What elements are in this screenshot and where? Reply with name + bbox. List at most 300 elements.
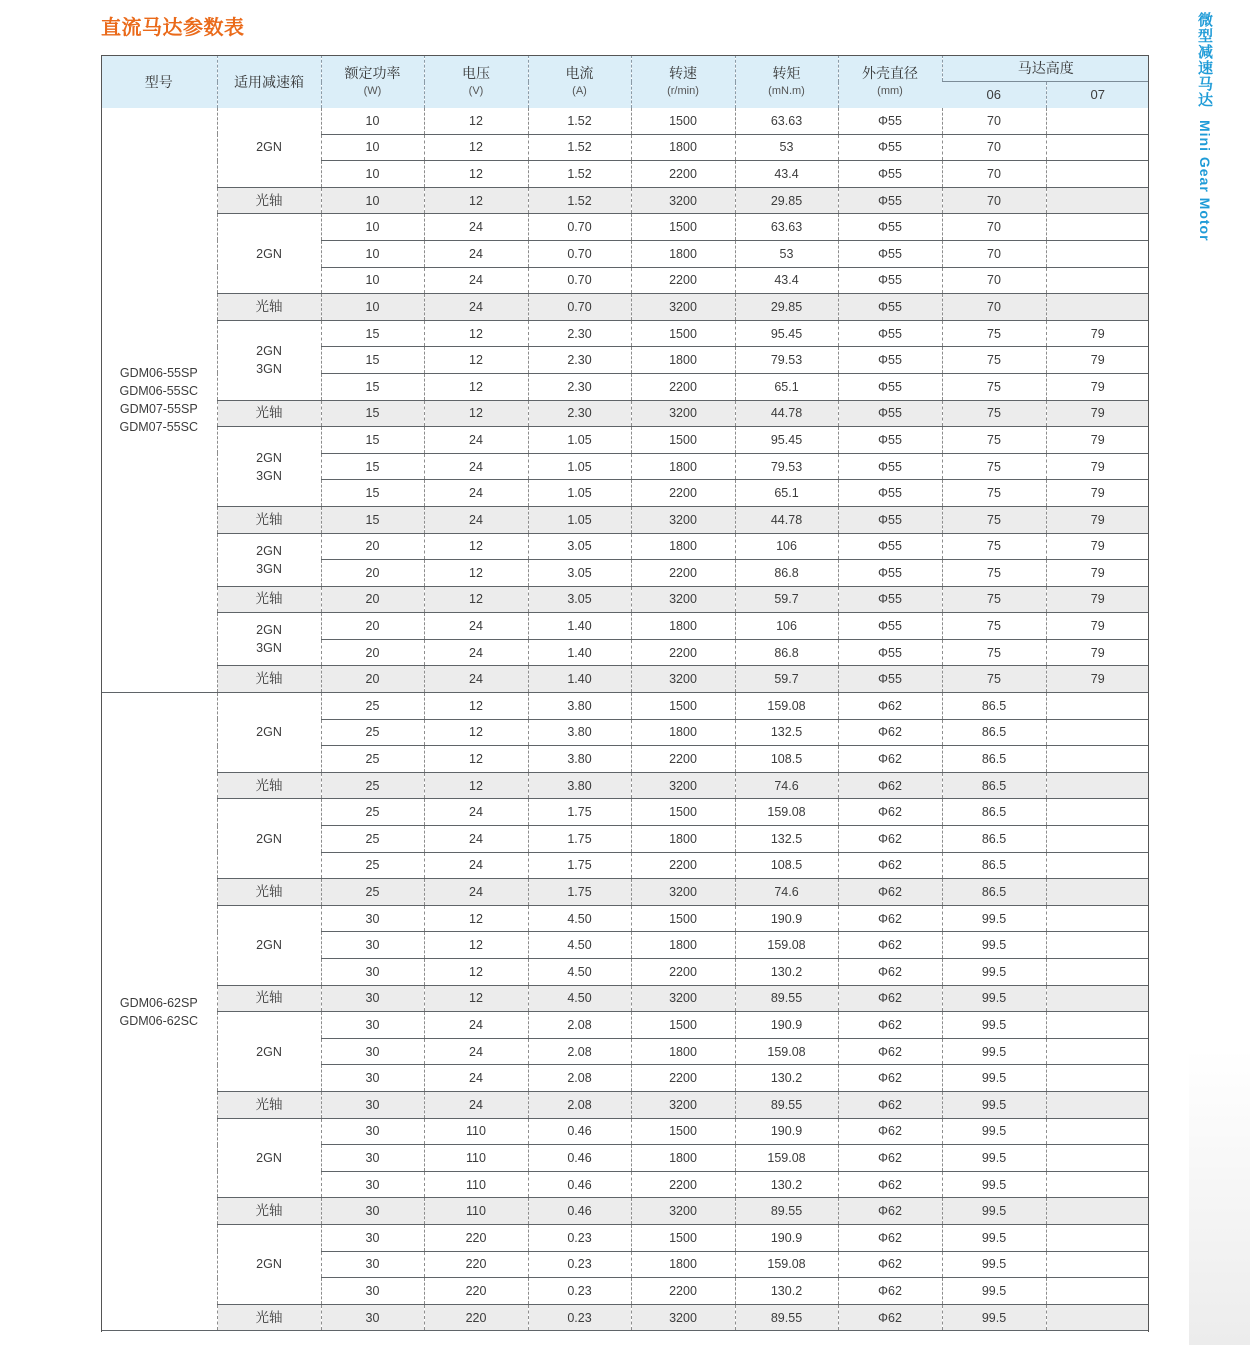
cell-height-07: 79 (1046, 560, 1149, 587)
cell-torque: 159.08 (735, 1251, 838, 1278)
cell-height-07 (1046, 1012, 1149, 1039)
table-row (101, 772, 1149, 799)
cell-current: 2.08 (528, 1012, 631, 1039)
table-body (101, 108, 1149, 1331)
table-row (101, 693, 1149, 720)
cell-torque: 190.9 (735, 1224, 838, 1251)
cell-height-06: 75 (942, 639, 1046, 666)
cell-current: 3.80 (528, 772, 631, 799)
cell-current: 1.52 (528, 187, 631, 214)
cell-voltage: 24 (424, 480, 528, 507)
cell-speed: 1500 (631, 427, 735, 454)
table-row (101, 879, 1149, 906)
cell-speed: 3200 (631, 400, 735, 427)
cell-height-07 (1046, 1171, 1149, 1198)
cell-height-06: 75 (942, 427, 1046, 454)
cell-height-06: 70 (942, 187, 1046, 214)
cell-diameter: Φ62 (838, 852, 942, 879)
cell-diameter: Φ55 (838, 320, 942, 347)
cell-voltage: 24 (424, 1065, 528, 1092)
cell-height-06: 75 (942, 373, 1046, 400)
cell-height-07: 79 (1046, 586, 1149, 613)
cell-power: 30 (321, 1251, 424, 1278)
cell-speed: 3200 (631, 772, 735, 799)
cell-diameter: Φ55 (838, 161, 942, 188)
cell-voltage: 12 (424, 560, 528, 587)
cell-voltage: 12 (424, 932, 528, 959)
cell-diameter: Φ62 (838, 1224, 942, 1251)
cell-torque: 130.2 (735, 959, 838, 986)
gearbox-cell: 2GN (217, 799, 321, 879)
table-row (101, 905, 1149, 932)
cell-current: 1.40 (528, 639, 631, 666)
cell-torque: 159.08 (735, 693, 838, 720)
cell-height-07: 79 (1046, 427, 1149, 454)
cell-torque: 53 (735, 240, 838, 267)
cell-height-06: 75 (942, 586, 1046, 613)
cell-speed: 2200 (631, 161, 735, 188)
cell-height-06: 75 (942, 453, 1046, 480)
cell-diameter: Φ55 (838, 134, 942, 161)
cell-speed: 1500 (631, 905, 735, 932)
cell-diameter: Φ55 (838, 506, 942, 533)
table-row (101, 1091, 1149, 1118)
cell-diameter: Φ62 (838, 959, 942, 986)
cell-current: 3.80 (528, 693, 631, 720)
cell-speed: 3200 (631, 879, 735, 906)
cell-height-07 (1046, 879, 1149, 906)
cell-speed: 2200 (631, 373, 735, 400)
cell-power: 20 (321, 586, 424, 613)
cell-diameter: Φ55 (838, 560, 942, 587)
cell-speed: 3200 (631, 187, 735, 214)
cell-height-07 (1046, 959, 1149, 986)
cell-height-06: 75 (942, 506, 1046, 533)
cell-power: 15 (321, 480, 424, 507)
cell-torque: 86.8 (735, 639, 838, 666)
cell-power: 10 (321, 214, 424, 241)
cell-speed: 1800 (631, 932, 735, 959)
cell-diameter: Φ55 (838, 480, 942, 507)
cell-torque: 44.78 (735, 400, 838, 427)
cell-height-06: 99.5 (942, 1278, 1046, 1305)
gearbox-cell: 2GN 3GN (217, 320, 321, 400)
cell-torque: 79.53 (735, 347, 838, 374)
side-label-en: Mini Gear Motor (1197, 119, 1213, 242)
cell-voltage: 12 (424, 533, 528, 560)
gearbox-cell: 2GN 3GN (217, 533, 321, 586)
cell-diameter: Φ62 (838, 1065, 942, 1092)
cell-current: 1.05 (528, 480, 631, 507)
cell-diameter: Φ55 (838, 267, 942, 294)
gearbox-cell: 2GN (217, 108, 321, 187)
cell-voltage: 24 (424, 267, 528, 294)
cell-torque: 106 (735, 533, 838, 560)
cell-speed: 2200 (631, 267, 735, 294)
cell-diameter: Φ62 (838, 746, 942, 773)
cell-current: 1.75 (528, 852, 631, 879)
cell-power: 30 (321, 905, 424, 932)
cell-current: 2.30 (528, 347, 631, 374)
gearbox-cell: 2GN (217, 1224, 321, 1304)
side-label (1190, 12, 1216, 241)
cell-height-07: 79 (1046, 613, 1149, 640)
col-header-model: 型号 (101, 55, 217, 108)
cell-torque: 59.7 (735, 666, 838, 693)
page-title: 直流马达参数表 (101, 15, 245, 39)
cell-torque: 108.5 (735, 746, 838, 773)
cell-height-06: 99.5 (942, 1118, 1046, 1145)
cell-diameter: Φ62 (838, 1251, 942, 1278)
cell-current: 0.46 (528, 1118, 631, 1145)
cell-speed: 3200 (631, 666, 735, 693)
cell-diameter: Φ62 (838, 1145, 942, 1172)
cell-voltage: 220 (424, 1278, 528, 1305)
cell-height-07 (1046, 1065, 1149, 1092)
cell-power: 10 (321, 267, 424, 294)
cell-power: 30 (321, 1065, 424, 1092)
cell-current: 4.50 (528, 905, 631, 932)
cell-height-06: 70 (942, 214, 1046, 241)
cell-torque: 132.5 (735, 826, 838, 853)
col-header-current: 电流 (A) (528, 55, 631, 108)
cell-height-07: 79 (1046, 639, 1149, 666)
table-row (101, 1304, 1149, 1331)
col-header-gearbox: 适用减速箱 (217, 55, 321, 108)
col-header-voltage: 电压 (V) (424, 55, 528, 108)
cell-voltage: 12 (424, 985, 528, 1012)
gearbox-cell: 2GN (217, 1118, 321, 1198)
cell-voltage: 24 (424, 453, 528, 480)
table-row (101, 1198, 1149, 1225)
cell-current: 2.30 (528, 400, 631, 427)
cell-power: 15 (321, 427, 424, 454)
cell-torque: 29.85 (735, 294, 838, 321)
cell-voltage: 110 (424, 1171, 528, 1198)
cell-power: 15 (321, 373, 424, 400)
cell-height-07 (1046, 826, 1149, 853)
cell-height-07 (1046, 267, 1149, 294)
cell-height-06: 86.5 (942, 826, 1046, 853)
cell-voltage: 220 (424, 1224, 528, 1251)
cell-height-06: 75 (942, 400, 1046, 427)
model-cell: GDM06-62SP GDM06-62SC (101, 693, 217, 1331)
cell-height-07 (1046, 134, 1149, 161)
table-row (101, 320, 1149, 347)
cell-height-06: 99.5 (942, 1038, 1046, 1065)
gearbox-cell: 光轴 (217, 1091, 321, 1118)
cell-speed: 2200 (631, 560, 735, 587)
cell-diameter: Φ62 (838, 1091, 942, 1118)
cell-power: 30 (321, 959, 424, 986)
cell-diameter: Φ55 (838, 108, 942, 134)
cell-power: 25 (321, 746, 424, 773)
cell-voltage: 12 (424, 187, 528, 214)
cell-height-06: 99.5 (942, 1224, 1046, 1251)
cell-height-06: 75 (942, 347, 1046, 374)
cell-diameter: Φ55 (838, 666, 942, 693)
table-row (101, 533, 1149, 560)
table-row (101, 187, 1149, 214)
cell-height-07 (1046, 799, 1149, 826)
cell-voltage: 24 (424, 666, 528, 693)
cell-speed: 1500 (631, 214, 735, 241)
cell-voltage: 110 (424, 1145, 528, 1172)
table-row (101, 294, 1149, 321)
cell-height-06: 86.5 (942, 799, 1046, 826)
cell-power: 25 (321, 852, 424, 879)
cell-torque: 159.08 (735, 799, 838, 826)
gearbox-cell: 光轴 (217, 586, 321, 613)
cell-speed: 3200 (631, 1198, 735, 1225)
table-row (101, 214, 1149, 241)
cell-speed: 1800 (631, 134, 735, 161)
cell-height-07 (1046, 985, 1149, 1012)
cell-voltage: 12 (424, 320, 528, 347)
cell-height-07 (1046, 1091, 1149, 1118)
cell-height-06: 75 (942, 666, 1046, 693)
cell-diameter: Φ55 (838, 400, 942, 427)
cell-speed: 2200 (631, 1065, 735, 1092)
cell-height-06: 99.5 (942, 1251, 1046, 1278)
cell-diameter: Φ62 (838, 932, 942, 959)
cell-height-06: 86.5 (942, 746, 1046, 773)
cell-voltage: 12 (424, 161, 528, 188)
cell-height-06: 70 (942, 294, 1046, 321)
cell-speed: 1800 (631, 1038, 735, 1065)
cell-voltage: 12 (424, 719, 528, 746)
cell-speed: 1500 (631, 1118, 735, 1145)
cell-diameter: Φ62 (838, 1118, 942, 1145)
cell-voltage: 12 (424, 586, 528, 613)
table-row (101, 1224, 1149, 1251)
cell-power: 30 (321, 1012, 424, 1039)
col-header-height-07: 07 (1046, 82, 1149, 109)
cell-speed: 1500 (631, 108, 735, 134)
cell-diameter: Φ55 (838, 347, 942, 374)
cell-height-07 (1046, 693, 1149, 720)
gearbox-cell: 光轴 (217, 1304, 321, 1331)
cell-height-07 (1046, 1118, 1149, 1145)
cell-diameter: Φ55 (838, 613, 942, 640)
gearbox-cell: 2GN (217, 905, 321, 985)
cell-current: 1.05 (528, 506, 631, 533)
cell-current: 2.08 (528, 1038, 631, 1065)
cell-height-07: 79 (1046, 666, 1149, 693)
cell-height-06: 70 (942, 161, 1046, 188)
cell-height-06: 86.5 (942, 879, 1046, 906)
gearbox-cell: 2GN (217, 214, 321, 294)
cell-torque: 74.6 (735, 772, 838, 799)
cell-voltage: 12 (424, 693, 528, 720)
cell-diameter: Φ62 (838, 1304, 942, 1331)
cell-height-07: 79 (1046, 373, 1149, 400)
cell-diameter: Φ55 (838, 240, 942, 267)
cell-height-07 (1046, 1224, 1149, 1251)
cell-torque: 159.08 (735, 1038, 838, 1065)
cell-torque: 190.9 (735, 1012, 838, 1039)
cell-speed: 1500 (631, 693, 735, 720)
cell-diameter: Φ62 (838, 719, 942, 746)
cell-power: 25 (321, 719, 424, 746)
cell-torque: 159.08 (735, 932, 838, 959)
cell-speed: 1800 (631, 533, 735, 560)
cell-current: 0.23 (528, 1304, 631, 1331)
cell-current: 1.05 (528, 427, 631, 454)
cell-diameter: Φ55 (838, 453, 942, 480)
cell-power: 20 (321, 560, 424, 587)
cell-height-06: 75 (942, 320, 1046, 347)
cell-torque: 89.55 (735, 1304, 838, 1331)
gearbox-cell: 光轴 (217, 1198, 321, 1225)
table-row (101, 108, 1149, 134)
cell-power: 15 (321, 320, 424, 347)
cell-torque: 89.55 (735, 985, 838, 1012)
cell-torque: 106 (735, 613, 838, 640)
cell-diameter: Φ55 (838, 294, 942, 321)
cell-speed: 3200 (631, 506, 735, 533)
cell-torque: 65.1 (735, 373, 838, 400)
cell-current: 0.70 (528, 267, 631, 294)
cell-height-06: 99.5 (942, 1012, 1046, 1039)
gearbox-cell: 光轴 (217, 187, 321, 214)
cell-height-07 (1046, 719, 1149, 746)
table-row (101, 613, 1149, 640)
cell-diameter: Φ62 (838, 1278, 942, 1305)
cell-speed: 1800 (631, 719, 735, 746)
cell-diameter: Φ62 (838, 826, 942, 853)
cell-power: 30 (321, 1038, 424, 1065)
cell-torque: 132.5 (735, 719, 838, 746)
gearbox-cell: 光轴 (217, 400, 321, 427)
cell-speed: 3200 (631, 1091, 735, 1118)
gearbox-cell: 2GN (217, 1012, 321, 1092)
col-header-power: 额定功率 (W) (321, 55, 424, 108)
cell-power: 25 (321, 693, 424, 720)
col-header-torque: 转矩 (mN.m) (735, 55, 838, 108)
cell-height-07 (1046, 772, 1149, 799)
cell-voltage: 24 (424, 506, 528, 533)
cell-torque: 95.45 (735, 320, 838, 347)
cell-diameter: Φ62 (838, 799, 942, 826)
cell-voltage: 12 (424, 400, 528, 427)
cell-height-07 (1046, 1278, 1149, 1305)
cell-diameter: Φ62 (838, 879, 942, 906)
gearbox-cell: 2GN 3GN (217, 613, 321, 666)
spec-table (101, 55, 1149, 1331)
cell-torque: 59.7 (735, 586, 838, 613)
cell-torque: 79.53 (735, 453, 838, 480)
cell-current: 1.52 (528, 161, 631, 188)
cell-current: 0.46 (528, 1171, 631, 1198)
col-header-diameter: 外壳直径 (mm) (838, 55, 942, 108)
cell-height-06: 70 (942, 134, 1046, 161)
cell-voltage: 110 (424, 1198, 528, 1225)
cell-power: 20 (321, 533, 424, 560)
cell-power: 15 (321, 506, 424, 533)
cell-voltage: 24 (424, 879, 528, 906)
cell-speed: 3200 (631, 586, 735, 613)
cell-speed: 3200 (631, 1304, 735, 1331)
cell-speed: 2200 (631, 1171, 735, 1198)
cell-voltage: 12 (424, 772, 528, 799)
cell-speed: 1500 (631, 320, 735, 347)
gearbox-cell: 光轴 (217, 772, 321, 799)
cell-diameter: Φ55 (838, 427, 942, 454)
cell-current: 1.75 (528, 799, 631, 826)
cell-diameter: Φ55 (838, 639, 942, 666)
cell-height-07 (1046, 240, 1149, 267)
cell-voltage: 12 (424, 746, 528, 773)
table-row (101, 799, 1149, 826)
cell-power: 15 (321, 400, 424, 427)
cell-height-06: 75 (942, 613, 1046, 640)
cell-height-07: 79 (1046, 533, 1149, 560)
table-row (101, 666, 1149, 693)
gearbox-cell: 光轴 (217, 985, 321, 1012)
cell-power: 10 (321, 187, 424, 214)
cell-height-07 (1046, 905, 1149, 932)
table-row (101, 506, 1149, 533)
cell-current: 0.70 (528, 214, 631, 241)
cell-speed: 1800 (631, 240, 735, 267)
cell-height-06: 75 (942, 533, 1046, 560)
cell-height-06: 99.5 (942, 1065, 1046, 1092)
cell-power: 30 (321, 985, 424, 1012)
cell-power: 20 (321, 639, 424, 666)
cell-speed: 1800 (631, 613, 735, 640)
table-row (101, 1118, 1149, 1145)
cell-diameter: Φ62 (838, 905, 942, 932)
cell-torque: 63.63 (735, 214, 838, 241)
cell-power: 30 (321, 1118, 424, 1145)
cell-voltage: 24 (424, 1012, 528, 1039)
side-label-cn: 微型减速马达 (1196, 12, 1214, 108)
cell-diameter: Φ62 (838, 1012, 942, 1039)
cell-height-06: 70 (942, 240, 1046, 267)
model-cell: GDM06-55SP GDM06-55SC GDM07-55SP GDM07-55SC (101, 108, 217, 693)
cell-power: 30 (321, 1278, 424, 1305)
cell-height-06: 99.5 (942, 1304, 1046, 1331)
cell-power: 25 (321, 799, 424, 826)
table-row (101, 586, 1149, 613)
cell-current: 0.23 (528, 1278, 631, 1305)
cell-height-07 (1046, 214, 1149, 241)
cell-power: 10 (321, 240, 424, 267)
cell-diameter: Φ55 (838, 586, 942, 613)
cell-speed: 2200 (631, 746, 735, 773)
table-row (101, 985, 1149, 1012)
cell-current: 4.50 (528, 932, 631, 959)
cell-height-06: 99.5 (942, 1171, 1046, 1198)
cell-height-06: 86.5 (942, 719, 1046, 746)
cell-power: 30 (321, 1224, 424, 1251)
cell-diameter: Φ62 (838, 1171, 942, 1198)
gearbox-cell: 光轴 (217, 506, 321, 533)
cell-height-06: 99.5 (942, 959, 1046, 986)
cell-speed: 3200 (631, 985, 735, 1012)
cell-height-07 (1046, 852, 1149, 879)
cell-speed: 1800 (631, 826, 735, 853)
cell-height-06: 75 (942, 480, 1046, 507)
gearbox-cell: 光轴 (217, 879, 321, 906)
cell-voltage: 24 (424, 1038, 528, 1065)
cell-torque: 53 (735, 134, 838, 161)
cell-power: 10 (321, 161, 424, 188)
cell-speed: 3200 (631, 294, 735, 321)
table-row (101, 1012, 1149, 1039)
cell-voltage: 12 (424, 134, 528, 161)
